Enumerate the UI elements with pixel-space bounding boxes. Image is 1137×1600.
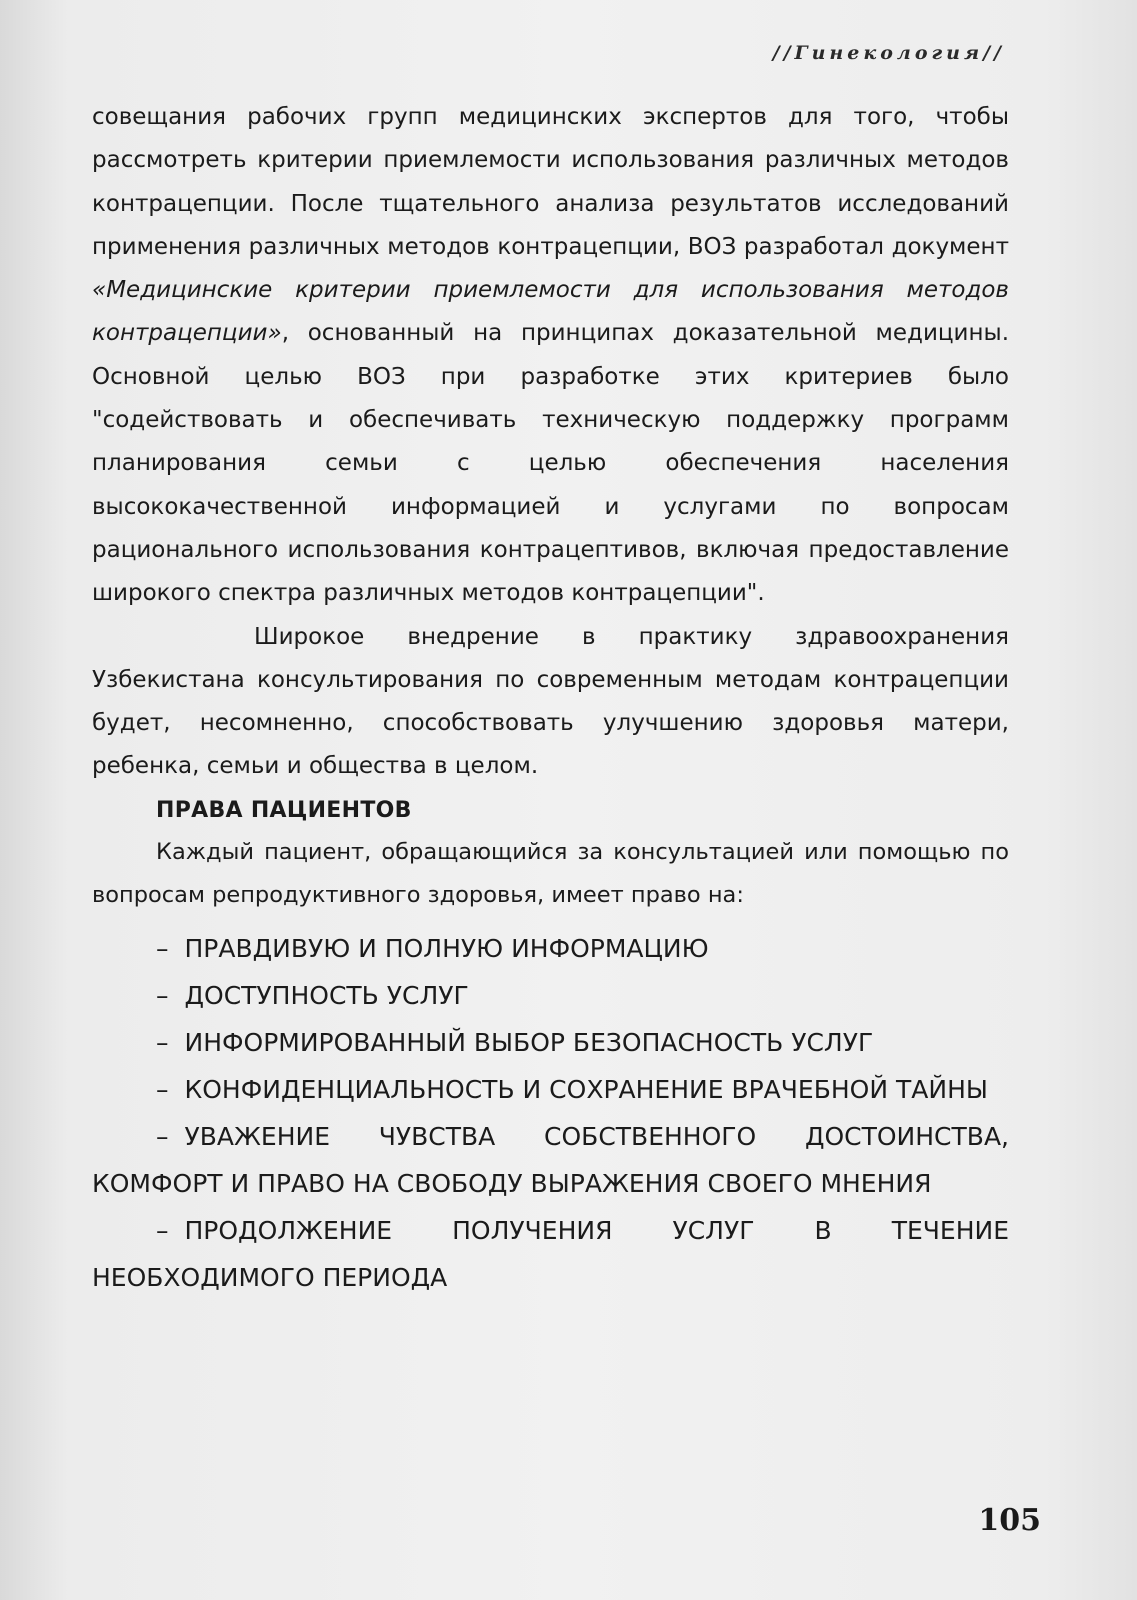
document-title-italic: «Медицинские критерии приемлемости для использования методов контрацепции» bbox=[92, 277, 1009, 347]
list-item bbox=[92, 1207, 1009, 1301]
dash-bullet: – bbox=[156, 1121, 169, 1151]
dash-bullet: – bbox=[156, 1215, 169, 1245]
list-item bbox=[92, 1019, 1009, 1066]
list-item-text: УВАЖЕНИЕ ЧУВСТВА СОБСТВЕННОГО ДОСТОИНСТВА, КОМФОРТ И ПРАВО НА СВОБОДУ ВЫРАЖЕНИЯ СВОЕГО МНЕНИЯ bbox=[92, 1121, 1009, 1198]
paragraph-text: совещания рабочих групп медицинских экспертов для того, чтобы рассмотреть критерии приемлемости использования различных методов контрацепции. После тщательного анализа результатов исследований применения различных методов контрацепции, ВОЗ разработал документ bbox=[92, 104, 1009, 260]
rights-list bbox=[92, 925, 1009, 1301]
list-item bbox=[92, 1066, 1009, 1113]
list-item bbox=[92, 1113, 1009, 1207]
dash-bullet: – bbox=[156, 1027, 169, 1057]
section-intro: Каждый пациент, обращающийся за консультацией или помощью по вопросам репродуктивного здоровья, имеет право на: bbox=[92, 838, 1009, 908]
list-item-text: ИНФОРМИРОВАННЫЙ ВЫБОР БЕЗОПАСНОСТЬ УСЛУГ bbox=[184, 1027, 874, 1057]
dash-bullet: – bbox=[156, 980, 169, 1010]
running-header: //Гинекология// bbox=[772, 42, 1005, 64]
paragraph-uzbekistan: Широкое внедрение в практику здравоохранения Узбекистана консультирования по современным методам контрацепции будет, несомненно, способствовать улучшению здоровья матери, ребенка, семьи и общества в целом. bbox=[92, 623, 1009, 780]
dash-bullet: – bbox=[156, 933, 169, 963]
page-number: 105 bbox=[978, 1503, 1041, 1538]
paragraph-who-criteria bbox=[92, 96, 1009, 616]
list-item-text: ДОСТУПНОСТЬ УСЛУГ bbox=[184, 980, 469, 1010]
dash-bullet: – bbox=[156, 1074, 169, 1104]
page-content bbox=[92, 96, 1009, 1301]
section-heading: ПРАВА ПАЦИЕНТОВ bbox=[156, 797, 412, 823]
list-item-text: ПРАВДИВУЮ И ПОЛНУЮ ИНФОРМАЦИЮ bbox=[184, 933, 709, 963]
list-item bbox=[92, 972, 1009, 1019]
paragraph-text-continued: , основанный на принципах доказательной медицины. Основной целью ВОЗ при разработке этих критериев было "содействовать и обеспечивать техническую поддержку программ планирования семьи с целью обеспечения населения высококачественной информацией и услугами по вопросам рационального использования контрацептивов, включая предоставление широкого спектра различных методов контрацепции". bbox=[92, 320, 1009, 607]
list-item-text: КОНФИДЕНЦИАЛЬНОСТЬ И СОХРАНЕНИЕ ВРАЧЕБНОЙ ТАЙНЫ bbox=[184, 1074, 988, 1104]
list-item-text: ПРОДОЛЖЕНИЕ ПОЛУЧЕНИЯ УСЛУГ В ТЕЧЕНИЕ НЕОБХОДИМОГО ПЕРИОДА bbox=[92, 1215, 1009, 1292]
list-item bbox=[92, 925, 1009, 972]
